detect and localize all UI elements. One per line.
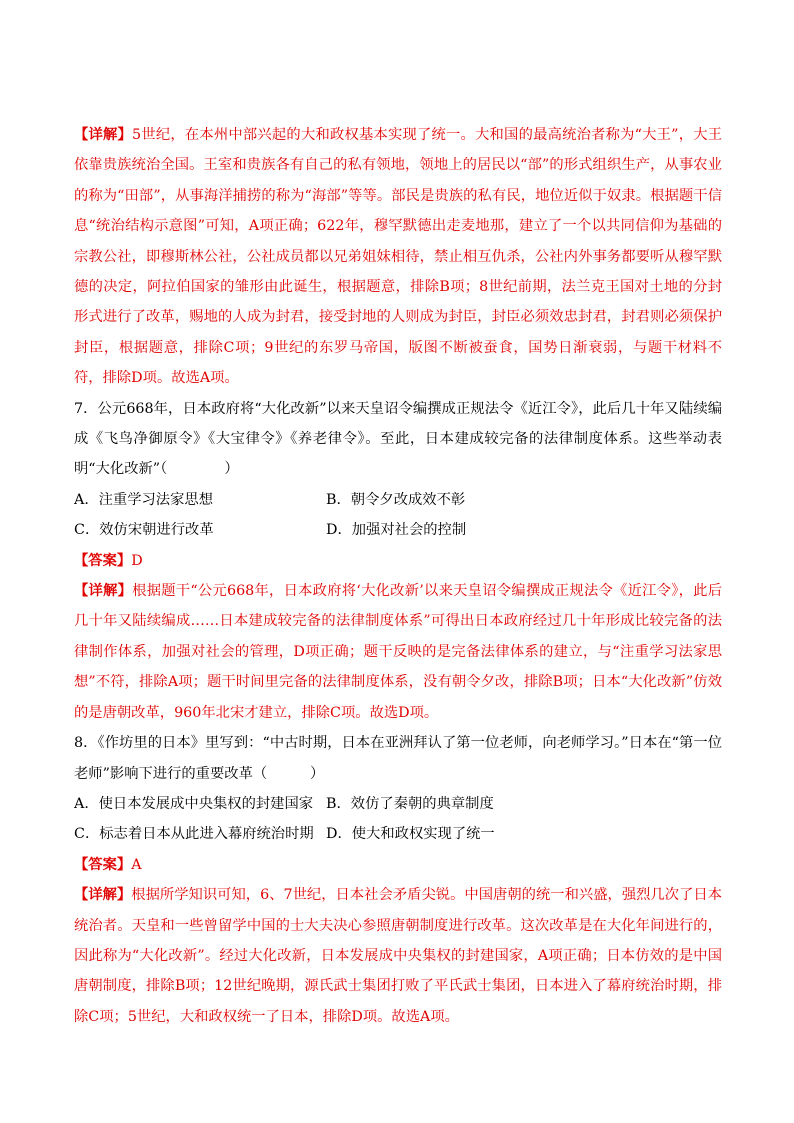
detail-tag: 【详解】 — [74, 127, 133, 143]
answer-tag: 【答案】 — [74, 552, 132, 569]
document-content — [74, 120, 722, 1032]
detail-tag: 【详解】 — [74, 583, 133, 600]
answer-tag: 【答案】 — [74, 856, 132, 873]
detail-text: 根据题干“公元668年，日本政府将‘大化改新’以来天皇诏令编撰成正规法令《近江令》，此后几十年又陆续编成……日本建成较完备的法律制度体系”可得出日本政府经过几十年形成比较完备的法律制作体系，加强对社会的管理，D项正确；题干反映的是完备法律体系的建立，与“注重学习法家思想”不符，排除A项；题干时间里完备的法律制度体系，没有朝令夕改，排除B项；日本“大化改新”仿效的是唐朝改革，960年北宋才建立，排除C项。故选D项。 — [74, 583, 722, 721]
detail-text: 根据所学知识可知，6、7世纪，日本社会矛盾尖锐。中国唐朝的统一和兴盛，强烈几次了日本统治者。天皇和一些曾留学中国的士大夫决心参照唐朝制度进行改革。这次改革是在大化年间进行的，因此称为“大化改新”。经过大化改新，日本发展成中央集权的封建国家，A项正确；日本仿效的是中国唐朝制度，排除B项；12世纪晚期，源氏武士集团打败了平氏武士集团，日本进入了幕府统治时期，排除C项；5世纪，大和政权统一了日本，排除D项。故选A项。 — [74, 887, 722, 1025]
q7-option-c: C．效仿宋朝进行改革 — [74, 522, 214, 539]
q8-option-d: D．使大和政权实现了统一 — [326, 826, 495, 843]
q8-stem: 8．《作坊里的日本》里写到：“中古时期，日本在亚洲拜认了第一位老师，向老师学习。”日本在“第一位老师”影响下进行的重要改革（ ） — [74, 735, 722, 782]
q7-answer — [74, 546, 722, 576]
q7-option-b: B．朝令夕改成效不彰 — [326, 491, 466, 508]
answer-value: D — [131, 552, 143, 569]
q7-options-row-2 — [74, 515, 722, 545]
q8-options-row-1 — [74, 789, 722, 819]
q8-option-b: B．效仿了秦朝的典章制度 — [326, 795, 494, 812]
q6-detail — [74, 120, 722, 394]
q8-option-c: C．标志着日本从此进入幕府统治时期 — [74, 826, 314, 843]
q7-detail — [74, 576, 722, 728]
q7-options-row-1 — [74, 485, 722, 515]
answer-value: A — [131, 856, 142, 873]
q8-option-a: A．使日本发展成中央集权的封建国家 — [74, 795, 314, 812]
q8-detail — [74, 880, 722, 1032]
q8-options-row-2 — [74, 819, 722, 849]
detail-tag: 【详解】 — [74, 887, 132, 904]
q8-answer — [74, 850, 722, 880]
q7-stem: 7．公元668年，日本政府将“大化改新”以来天皇诏令编撰成正规法令《近江令》，此后几十年又陆续编成《飞鸟净御原令》《大宝律令》《养老律令》。至此，日本建成较完备的法律制度体系。这些举动表明“大化改新”（ ） — [74, 400, 722, 478]
detail-text: 5世纪，在本州中部兴起的大和政权基本实现了统一。大和国的最高统治者称为“大王”，大王依靠贵族统治全国。王室和贵族各有自己的私有领地，领地上的居民以“部”的形式组织生产，从事农业的称为“田部”，从事海洋捕捞的称为“海部”等等。部民是贵族的私有民，地位近似于奴隶。根据题干信息“统治结构示意图”可知，A项正确；622年，穆罕默德出走麦地那，建立了一个以共同信仰为基础的宗教公社，即穆斯林公社，公社成员都以兄弟姐妹相待，禁止相互仇杀，公社内外事务都要听从穆罕默德的决定，阿拉伯国家的雏形由此诞生，根据题意，排除B项；8世纪前期，法兰克王国对土地的分封形式进行了改革，赐地的人成为封君，接受封地的人则成为封臣，封臣必须效忠封君，封君则必须保护封臣，根据题意，排除C项；9世纪的东罗马帝国，版图不断被蚕食，国势日渐衰弱，与题干材料不符，排除D项。故选A项。 — [74, 127, 723, 387]
q7-option-a: A．注重学习法家思想 — [74, 491, 213, 508]
q7-option-d: D．加强对社会的控制 — [326, 522, 467, 539]
